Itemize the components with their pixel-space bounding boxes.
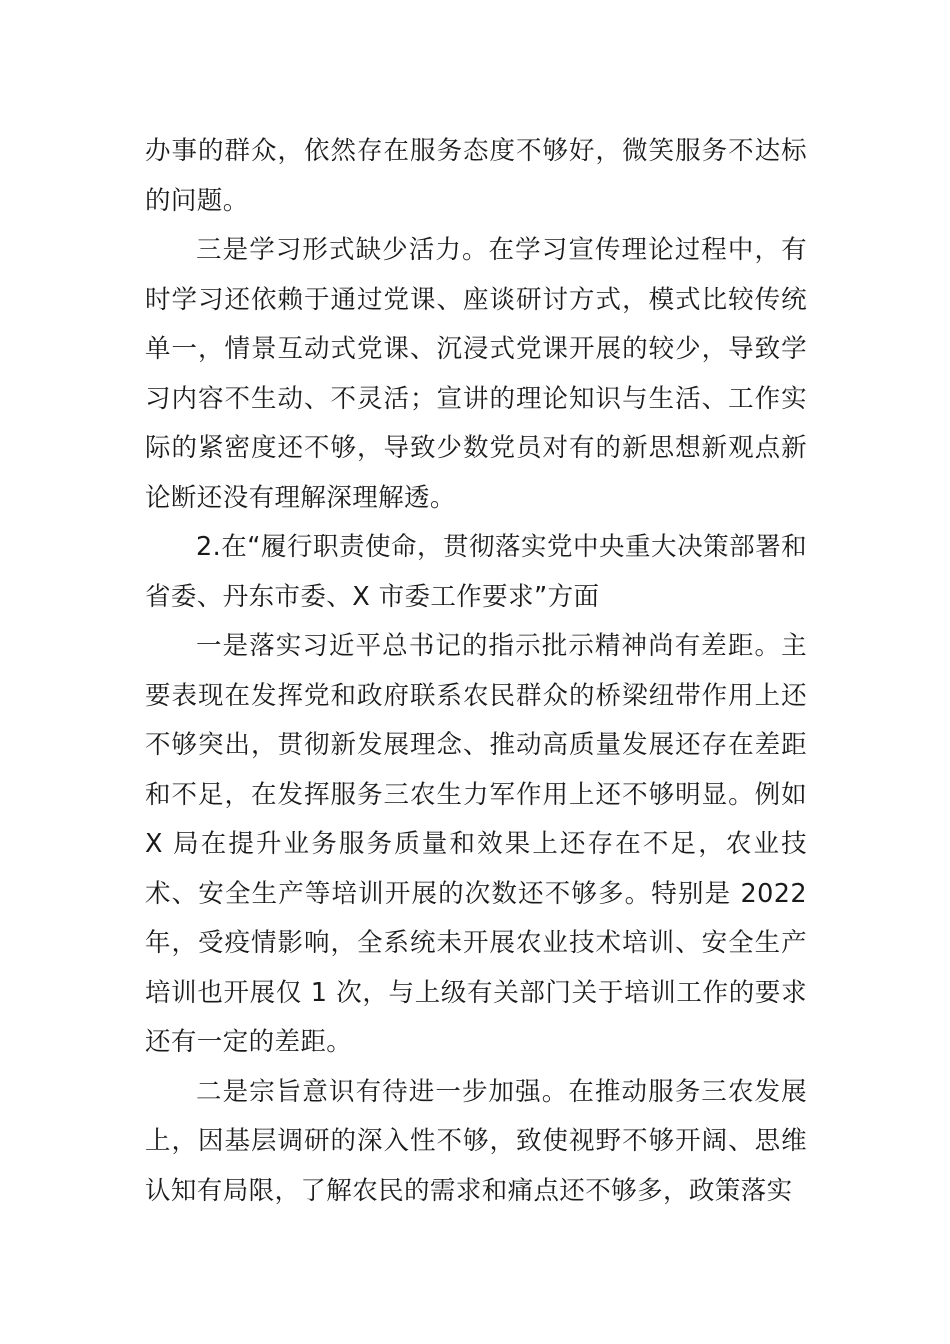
paragraph-instructions-gap: 一是落实习近平总书记的指示批示精神尚有差距。主要表现在发挥党和政府联系农民群众的桥梁纽带作用上还不够突出，贯彻新发展理念、推动高质量发展还存在差距和不足，在发挥服务三农生力军作用上还不够明显。例如 X 局在提升业务服务质量和效果上还存在不足，农业技术、安全生产等培训开展的次数还不够多。特别是 2022 年，受疫情影响，全系统未开展农业技术培训、安全生产培训也开展仅 1 次，与上级有关部门关于培训工作的要求还有一定的差距。 [145, 631, 807, 1057]
paragraph-service-attitude: 办事的群众，依然存在服务态度不够好，微笑服务不达标的问题。 [145, 136, 807, 216]
paragraph-learning-format: 三是学习形式缺少活力。在学习宣传理论过程中，有时学习还依赖于通过党课、座谈研讨方式，模式比较传统单一，情景互动式党课、沉浸式党课开展的较少，导致学习内容不生动、不灵活；宣讲的理论知识与生活、工作实际的紧密度还不够，导致少数党员对有的新思想新观点新论断还没有理解深理解透。 [145, 235, 807, 513]
section-heading-duties: 2.在“履行职责使命，贯彻落实党中央重大决策部署和省委、丹东市委、X 市委工作要求”方面 [145, 532, 807, 612]
document-page [145, 127, 807, 1216]
paragraph-purpose-awareness: 二是宗旨意识有待进一步加强。在推动服务三农发展上，因基层调研的深入性不够，致使视野不够开阔、思维认知有局限，了解农民的需求和痛点还不够多，政策落实 [145, 1076, 807, 1206]
